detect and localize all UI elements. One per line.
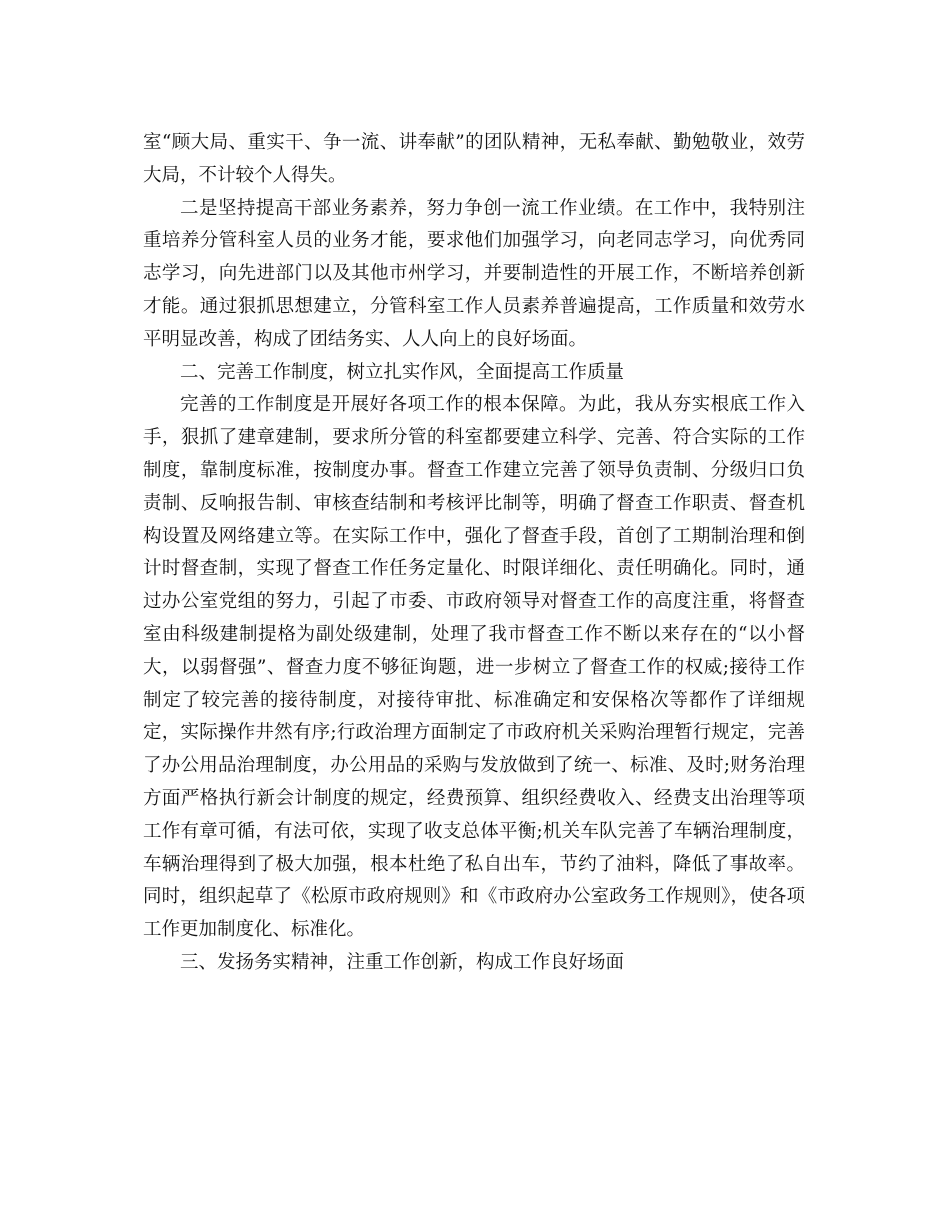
document-page	[143, 127, 805, 980]
paragraph-business-quality: 二是坚持提高干部业务素养，努力争创一流工作业绩。在工作中，我特别注重培养分管科室人员的业务才能，要求他们加强学习，向老同志学习，向优秀同志学习，向先进部门以及其他市州学习，并要制造性的开展工作，不断培养创新才能。通过狠抓思想建立，分管科室工作人员素养普遍提高，工作质量和效劳水平明显改善，构成了团结务实、人人向上的良好场面。	[143, 197, 805, 350]
paragraph-work-system: 完善的工作制度是开展好各项工作的根本保障。为此，我从夯实根底工作入手，狠抓了建章建制，要求所分管的科室都要建立科学、完善、符合实际的工作制度，靠制度标准，按制度办事。督查工作建立完善了领导负责制、分级归口负责制、反响报告制、审核查结制和考核评比制等，明确了督查工作职责、督查机构设置及网络建立等。在实际工作中，强化了督查手段，首创了工期制治理和倒计时督查制，实现了督查工作任务定量化、时限详细化、责任明确化。同时，通过办公室党组的努力，引起了市委、市政府领导对督查工作的高度注重，将督查室由科级建制提格为副处级建制，处理了我市督查工作不断以来存在的“以小督大，以弱督强”、督查力度不够征询题，进一步树立了督查工作的权威;接待工作制定了较完善的接待制度，对接待审批、标准确定和安保格次等都作了详细规定，实际操作井然有序;行政治理方面制定了市政府机关采购治理暂行规定，完善了办公用品治理制度，办公用品的采购与发放做到了统一、标准、及时;财务治理方面严格执行新会计制度的规定，经费预算、组织经费收入、经费支出治理等项工作有章可循，有法可依，实现了收支总体平衡;机关车队完善了车辆治理制度，车辆治理得到了极大加强，根本杜绝了私自出车，节约了油料，降低了事故率。同时，组织起草了《松原市政府规则》和《市政府办公室政务工作规则》，使各项工作更加制度化、标准化。	[143, 394, 805, 941]
section-heading-two: 二、完善工作制度，树立扎实作风，全面提高工作质量	[180, 361, 625, 383]
paragraph-continuation: 室“顾大局、重实干、争一流、讲奉献”的团队精神，无私奉献、勤勉敬业，效劳大局，不计较个人得失。	[143, 132, 805, 186]
section-heading-three: 三、发扬务实精神，注重工作创新，构成工作良好场面	[180, 951, 625, 973]
